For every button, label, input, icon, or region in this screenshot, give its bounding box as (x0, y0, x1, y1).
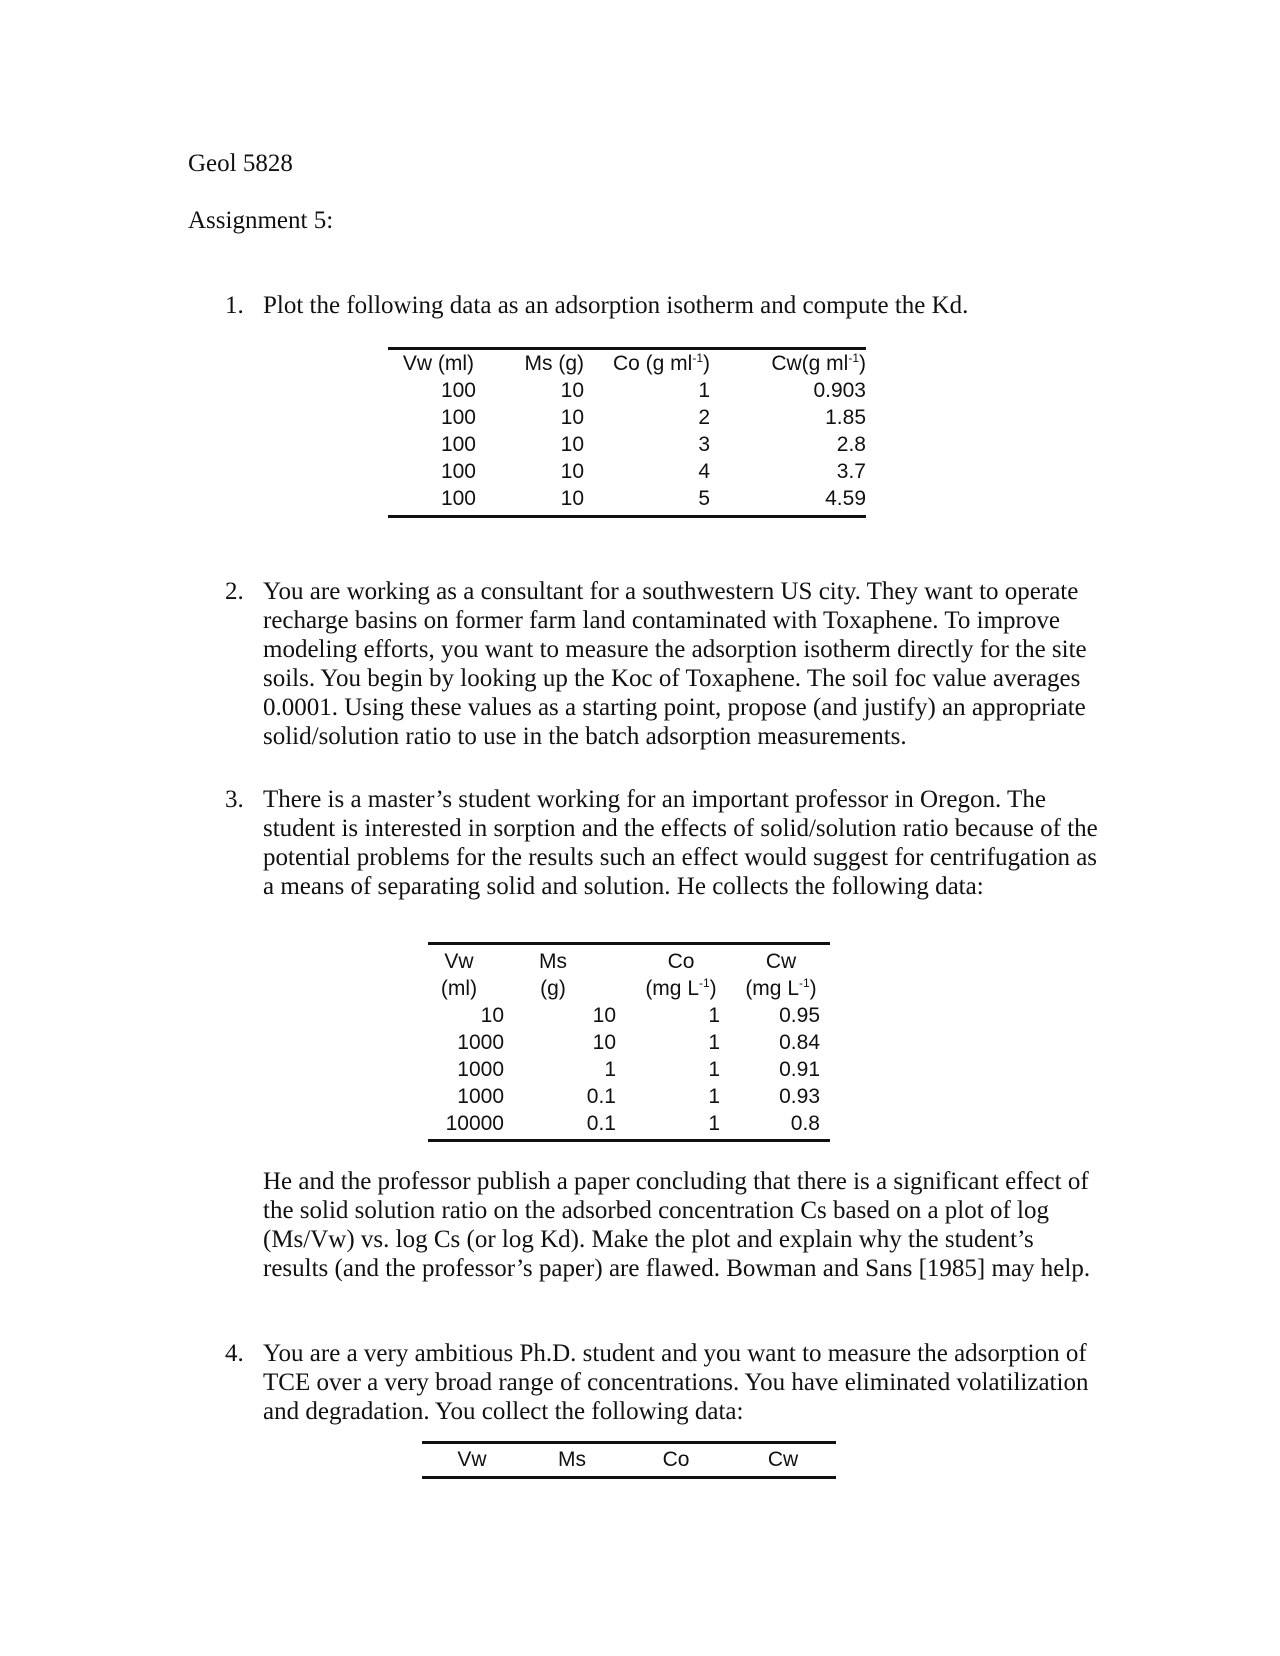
column-header-ms-unit: (g) (540, 977, 566, 1000)
table-row (428, 1056, 830, 1083)
cell-cw: 4.59 (710, 485, 866, 517)
tce-data-table (422, 1441, 836, 1479)
column-header-vw: Vw (ml) (388, 349, 476, 378)
cell-co: 4 (698, 460, 710, 483)
cell-ms: 0.1 (586, 1085, 616, 1108)
cell-ms: 10 (560, 433, 584, 456)
table-row (388, 404, 866, 431)
cell-cw: 0.903 (813, 379, 866, 402)
cell-cw: 0.95 (779, 1004, 820, 1027)
question-1 (225, 291, 1105, 321)
cell-cw: 2.8 (836, 433, 866, 456)
cell-co: 3 (698, 433, 710, 456)
question-3-text: There is a master’s student working for an important professor in Oregon. The student is interested in sorption and the effects of solid/solution ratio because of the potential problems for the results such an effect would suggest for centrifugation as a means of separating solid and solution. He collects the following data: (263, 786, 1098, 900)
table-row (428, 1029, 830, 1056)
table-row (388, 377, 866, 404)
question-4-text: You are a very ambitious Ph.D. student and you want to measure the adsorption of TCE over a very broad range of concentrations. You have eliminated volatilization and degradation. You collect the following data: (263, 1340, 1089, 1425)
question-2-number: 2. (225, 578, 244, 605)
cell-vw: 100 (440, 433, 476, 456)
question-2 (225, 577, 1105, 752)
question-2-text: You are working as a consultant for a southwestern US city. They want to operate recharge basins on former farm land contaminated with Toxaphene. To improve modeling efforts, you want to measure the adsorption isotherm directly for the site soils. You begin by looking up the Koc of Toxaphene. The soil foc value averages 0.0001. Using these values as a starting point, propose (and justify) an appropriate solid/solution ratio to use in the batch adsorption measurements. (263, 578, 1087, 750)
cell-vw: 1000 (457, 1085, 504, 1108)
cell-co: 1 (708, 1085, 720, 1108)
question-4 (225, 1339, 1105, 1429)
cell-cw: 0.84 (779, 1031, 820, 1054)
column-header-cw: Cw (730, 1443, 836, 1478)
cell-cw: 1.85 (825, 406, 866, 429)
table-row (388, 458, 866, 485)
table-header-row (422, 1443, 836, 1478)
cell-vw: 1000 (457, 1058, 504, 1081)
table-header-row (428, 975, 830, 1002)
cell-ms: 10 (592, 1031, 616, 1054)
column-header-co: Co (624, 944, 728, 976)
cell-cw: 0.93 (779, 1085, 820, 1108)
column-header-co: Co (622, 1443, 730, 1478)
cell-vw: 100 (388, 485, 476, 517)
column-header-co-unit: (mg $L^{-1}$) (645, 976, 717, 1000)
cell-ms: 10 (476, 485, 584, 517)
column-header-ms: Ms (518, 944, 624, 976)
table-header-row (428, 944, 830, 976)
cell-co: 1 (708, 1058, 720, 1081)
question-3-number: 3. (225, 786, 244, 813)
solid-solution-data-table (428, 942, 830, 1142)
cell-ms: 10 (592, 1004, 616, 1027)
column-header-vw: Vw (428, 944, 518, 976)
question-3 (225, 785, 1105, 935)
column-header-ms: Ms (g) (476, 349, 584, 378)
cell-cw: 0.8 (728, 1110, 830, 1141)
cell-ms: 10 (560, 406, 584, 429)
cell-co: 1 (624, 1110, 728, 1141)
question-1-number: 1. (225, 292, 244, 319)
cell-co: 1 (708, 1004, 720, 1027)
question-4-number: 4. (225, 1340, 244, 1367)
cell-co: 5 (584, 485, 710, 517)
cell-cw: 3.7 (836, 460, 866, 483)
cell-vw: 100 (440, 406, 476, 429)
isotherm-data-table (388, 347, 866, 518)
table-row (428, 1110, 830, 1141)
course-code: Geol 5828 (188, 150, 293, 177)
cell-co: 1 (708, 1031, 720, 1054)
column-header-vw-unit: (ml) (440, 977, 478, 1000)
cell-ms: 0.1 (518, 1110, 624, 1141)
question-1-text: Plot the following data as an adsorption isotherm and compute the Kd. (263, 292, 969, 319)
column-header-cw-unit: (mg $L^{-1}$) (745, 976, 817, 1000)
cell-vw: 10 (480, 1004, 504, 1027)
column-header-ms: Ms (522, 1443, 622, 1478)
cell-ms: 10 (560, 379, 584, 402)
cell-co: 1 (698, 379, 710, 402)
table-row (428, 1002, 830, 1029)
table-row (388, 485, 866, 517)
cell-vw: 1000 (457, 1031, 504, 1054)
table-row (388, 431, 866, 458)
cell-ms: 1 (604, 1058, 616, 1081)
column-header-cw: Cw (728, 944, 830, 976)
table-row (428, 1083, 830, 1110)
assignment-title: Assignment 5: (188, 207, 334, 234)
column-header-cw: Cw(g $ml^{-1}$) (710, 349, 866, 378)
column-header-vw: Vw (422, 1443, 522, 1478)
question-3-followup: He and the professor publish a paper concluding that there is a significant effect of the solid solution ratio on the adsorbed concentration Cs based on a plot of log (Ms/Vw) vs. log Cs (or log Kd). Make the plot and explain why the student’s results (and the professor’s paper) are flawed. Bowman and Sans [1985] may help. (263, 1168, 1091, 1282)
cell-cw: 0.91 (779, 1058, 820, 1081)
cell-vw: 100 (440, 379, 476, 402)
cell-ms: 10 (560, 460, 584, 483)
column-header-co: Co (g $ml^{-1}$) (584, 349, 710, 378)
table-header-row (388, 349, 866, 378)
cell-vw: 100 (440, 460, 476, 483)
cell-co: 2 (698, 406, 710, 429)
cell-vw: 10000 (428, 1110, 518, 1141)
